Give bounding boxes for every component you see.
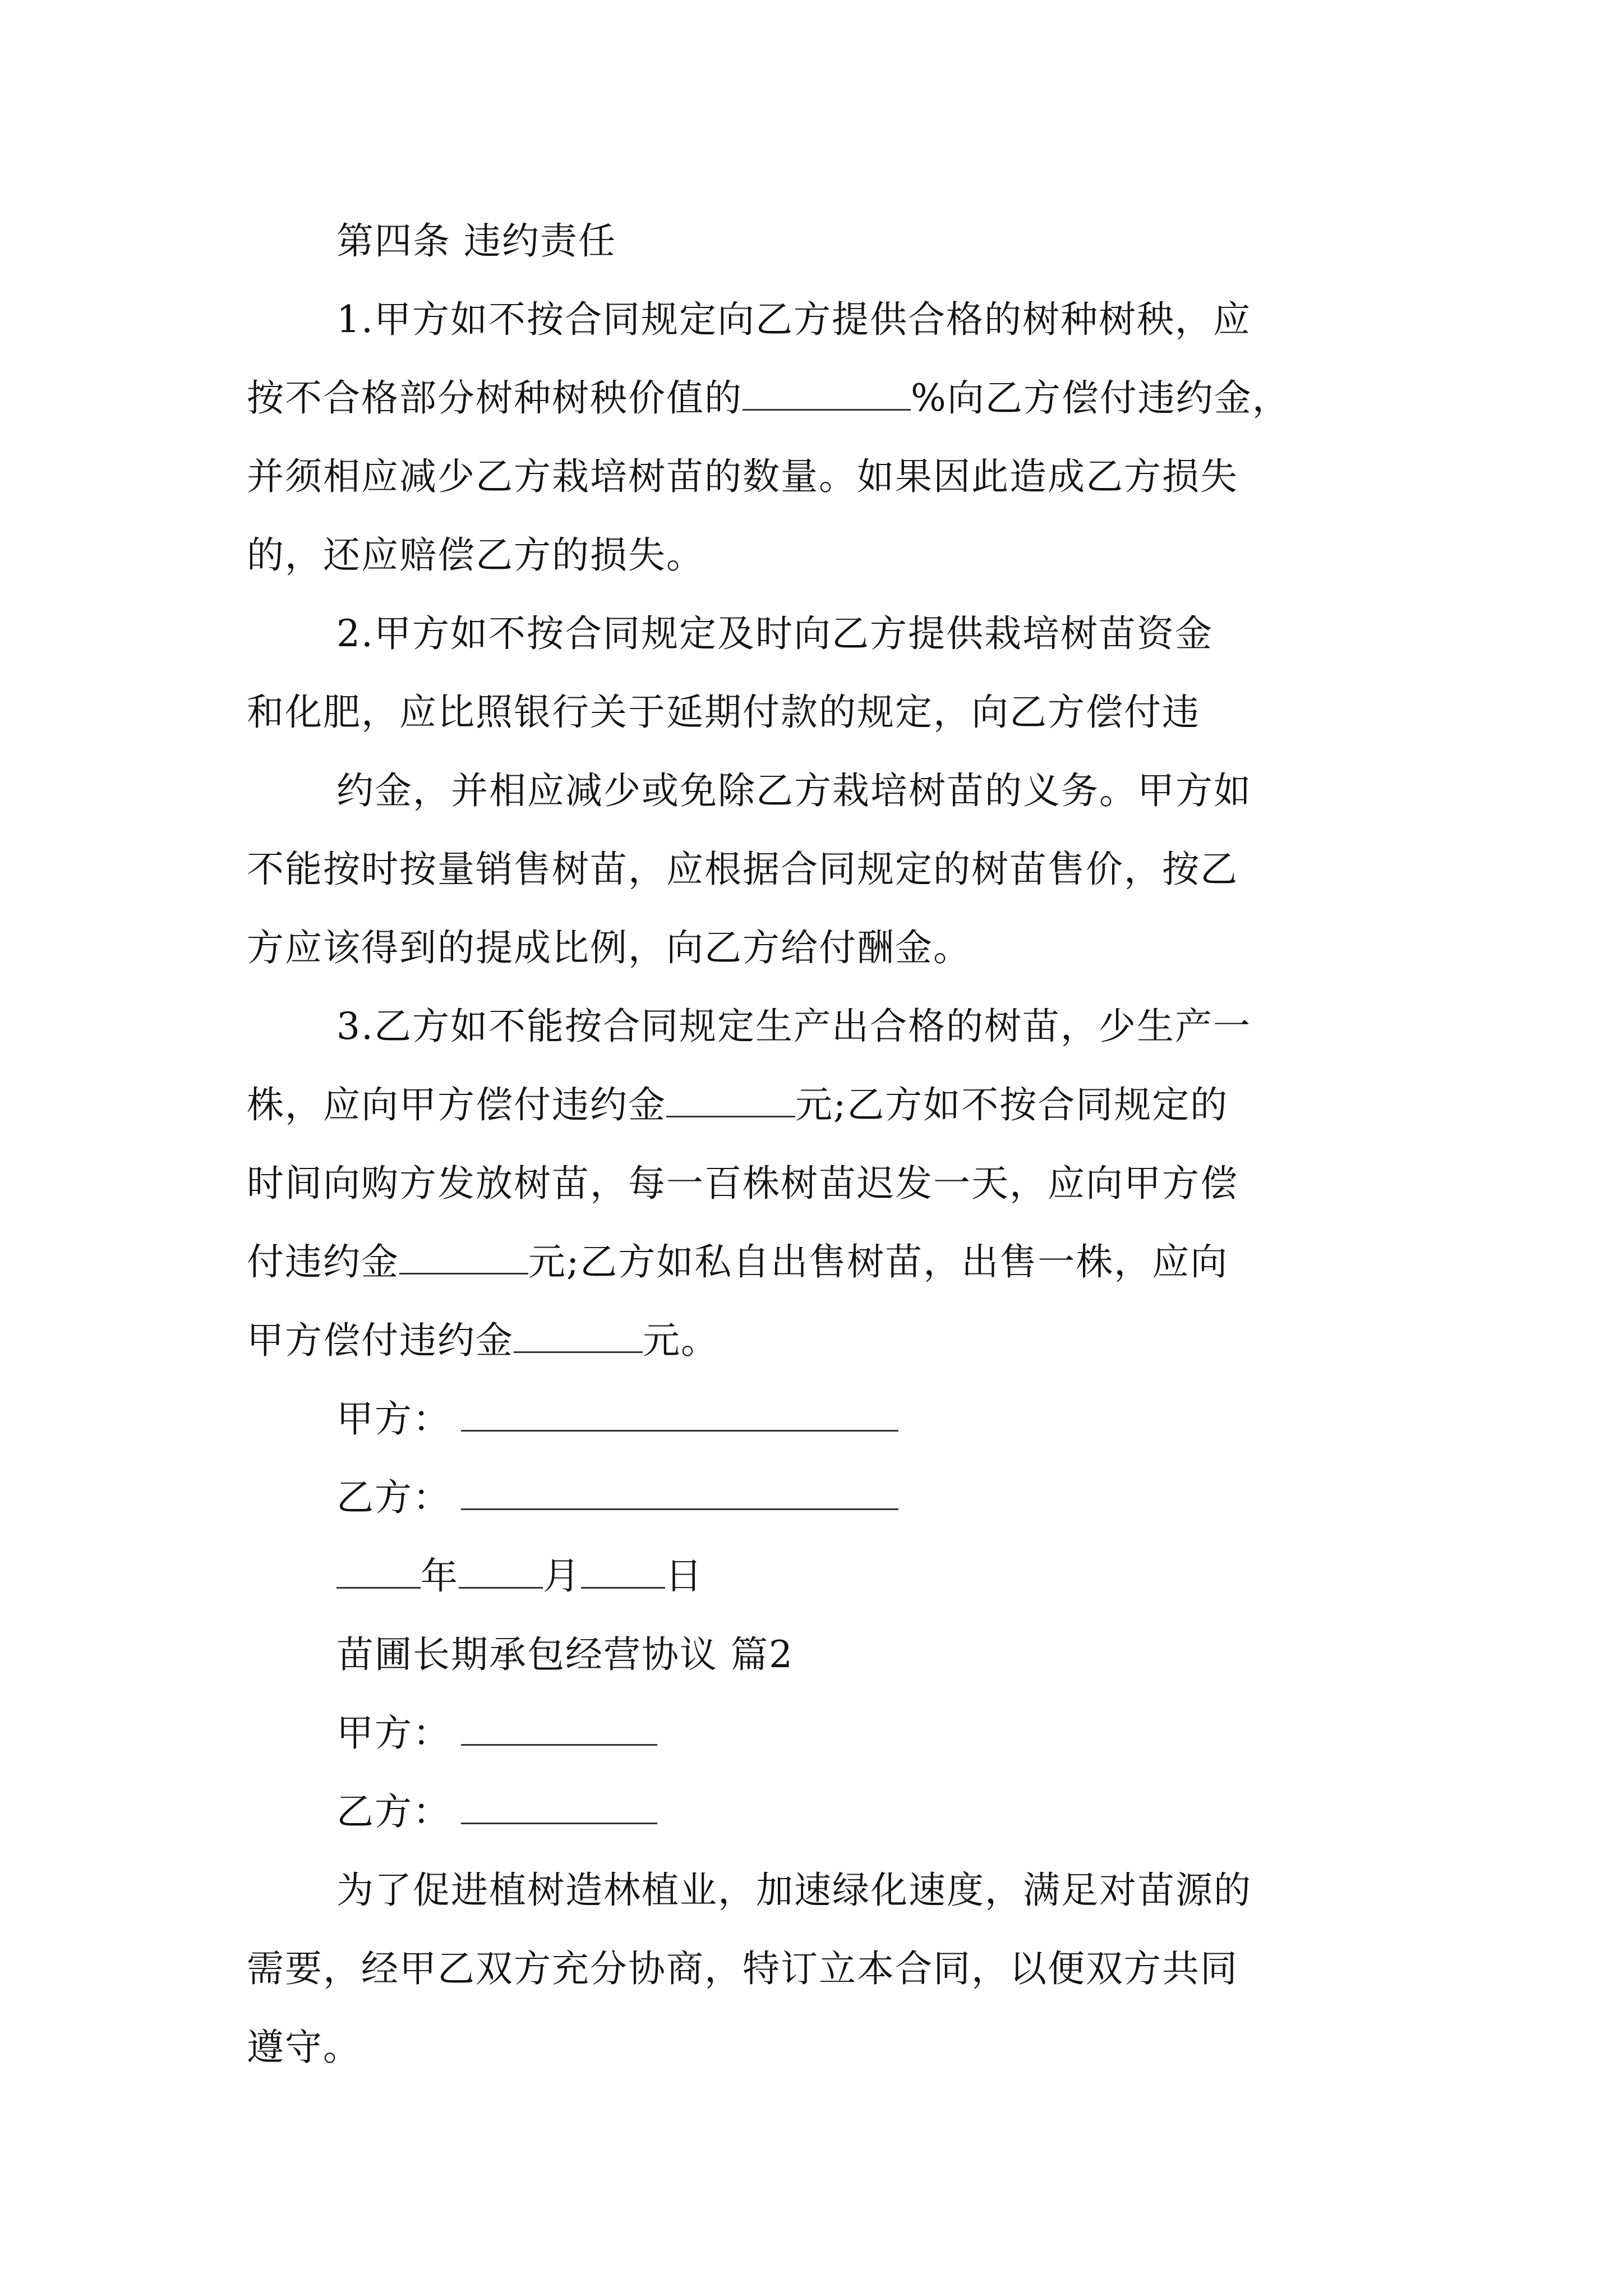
agreement-2-paragraph-line-3: 遵守。 — [247, 2026, 361, 2069]
clause-3-line-4-text-a: 付违约金 — [247, 1240, 399, 1283]
month-label: 月 — [543, 1554, 581, 1598]
clause-3-line-3: 时间向购方发放树苗，每一百株树苗迟发一天，应向甲方偿 — [247, 1162, 1238, 1205]
year-blank — [336, 1550, 421, 1589]
clause-3-line-4 — [247, 1231, 1228, 1293]
agreement-2-paragraph-line-1: 为了促进植树造林植业，加速绿化速度，满足对苗源的 — [336, 1869, 1252, 1912]
clause-2-line-5: 方应该得到的提成比例，向乙方给付酬金。 — [247, 926, 971, 969]
clause-1-line-2-text-b: %向乙方偿付违约金， — [911, 376, 1290, 420]
signature-party-a-label: 甲方： — [336, 1397, 451, 1441]
clause-1-line-2 — [247, 367, 1290, 429]
clause-3-line-1: 3.乙方如不能按合同规定生产出合格的树苗，少生产一 — [336, 1005, 1251, 1048]
signature-party-a — [336, 1388, 898, 1450]
clause-3-line-2-text-b: 元;乙方如不按合同规定的 — [795, 1083, 1229, 1126]
clause-1-line-3: 并须相应减少乙方栽培树苗的数量。如果因此造成乙方损失 — [247, 455, 1238, 498]
signature-date — [336, 1545, 703, 1607]
penalty-percent-blank — [743, 372, 911, 411]
clause-2-line-3: 约金，并相应减少或免除乙方栽培树苗的义务。甲方如 — [336, 769, 1252, 812]
year-label: 年 — [421, 1554, 459, 1598]
agreement-2-party-a-label: 甲方： — [336, 1711, 451, 1755]
agreement-2-title: 苗圃长期承包经营协议 篇2 — [336, 1633, 794, 1676]
penalty-late-delivery-blank — [399, 1236, 528, 1274]
clause-1-line-2-text-a: 按不合格部分树种树秧价值的 — [247, 376, 743, 420]
clause-3-line-5 — [247, 1310, 719, 1372]
signature-party-a-blank — [461, 1393, 898, 1432]
day-label: 日 — [665, 1554, 703, 1598]
signature-party-b-blank — [461, 1471, 898, 1510]
agreement-2-party-b-blank — [461, 1786, 657, 1824]
agreement-2-party-b — [336, 1781, 657, 1843]
clause-3-line-4-text-b: 元;乙方如私自出售树苗，出售一株，应向 — [528, 1240, 1229, 1283]
clause-1-line-4: 的，还应赔偿乙方的损失。 — [247, 533, 704, 577]
penalty-per-plant-blank — [666, 1079, 795, 1117]
clause-3-line-5-text-a: 甲方偿付违约金 — [247, 1319, 514, 1362]
clause-2-line-4: 不能按时按量销售树苗，应根据合同规定的树苗售价，按乙 — [247, 848, 1238, 891]
clause-2-line-1: 2.甲方如不按合同规定及时向乙方提供栽培树苗资金 — [336, 612, 1213, 655]
penalty-private-sale-blank — [514, 1314, 643, 1353]
day-blank — [581, 1550, 665, 1589]
clause-3-line-5-text-b: 元。 — [643, 1319, 719, 1362]
agreement-2-paragraph-line-2: 需要，经甲乙双方充分协商，特订立本合同，以便双方共同 — [247, 1947, 1238, 1990]
agreement-2-party-a-blank — [461, 1707, 657, 1746]
clause-1-line-1: 1.甲方如不按合同规定向乙方提供合格的树种树秧，应 — [336, 298, 1251, 341]
signature-party-b-label: 乙方： — [336, 1476, 451, 1519]
signature-party-b — [336, 1467, 898, 1529]
article-4-heading: 第四条 违约责任 — [336, 219, 616, 263]
clause-2-line-2: 和化肥，应比照银行关于延期付款的规定，向乙方偿付违 — [247, 691, 1200, 734]
clause-3-line-2 — [247, 1074, 1228, 1136]
month-blank — [459, 1550, 543, 1589]
agreement-2-party-b-label: 乙方： — [336, 1790, 451, 1833]
clause-3-line-2-text-a: 株，应向甲方偿付违约金 — [247, 1083, 666, 1126]
agreement-2-party-a — [336, 1703, 657, 1764]
